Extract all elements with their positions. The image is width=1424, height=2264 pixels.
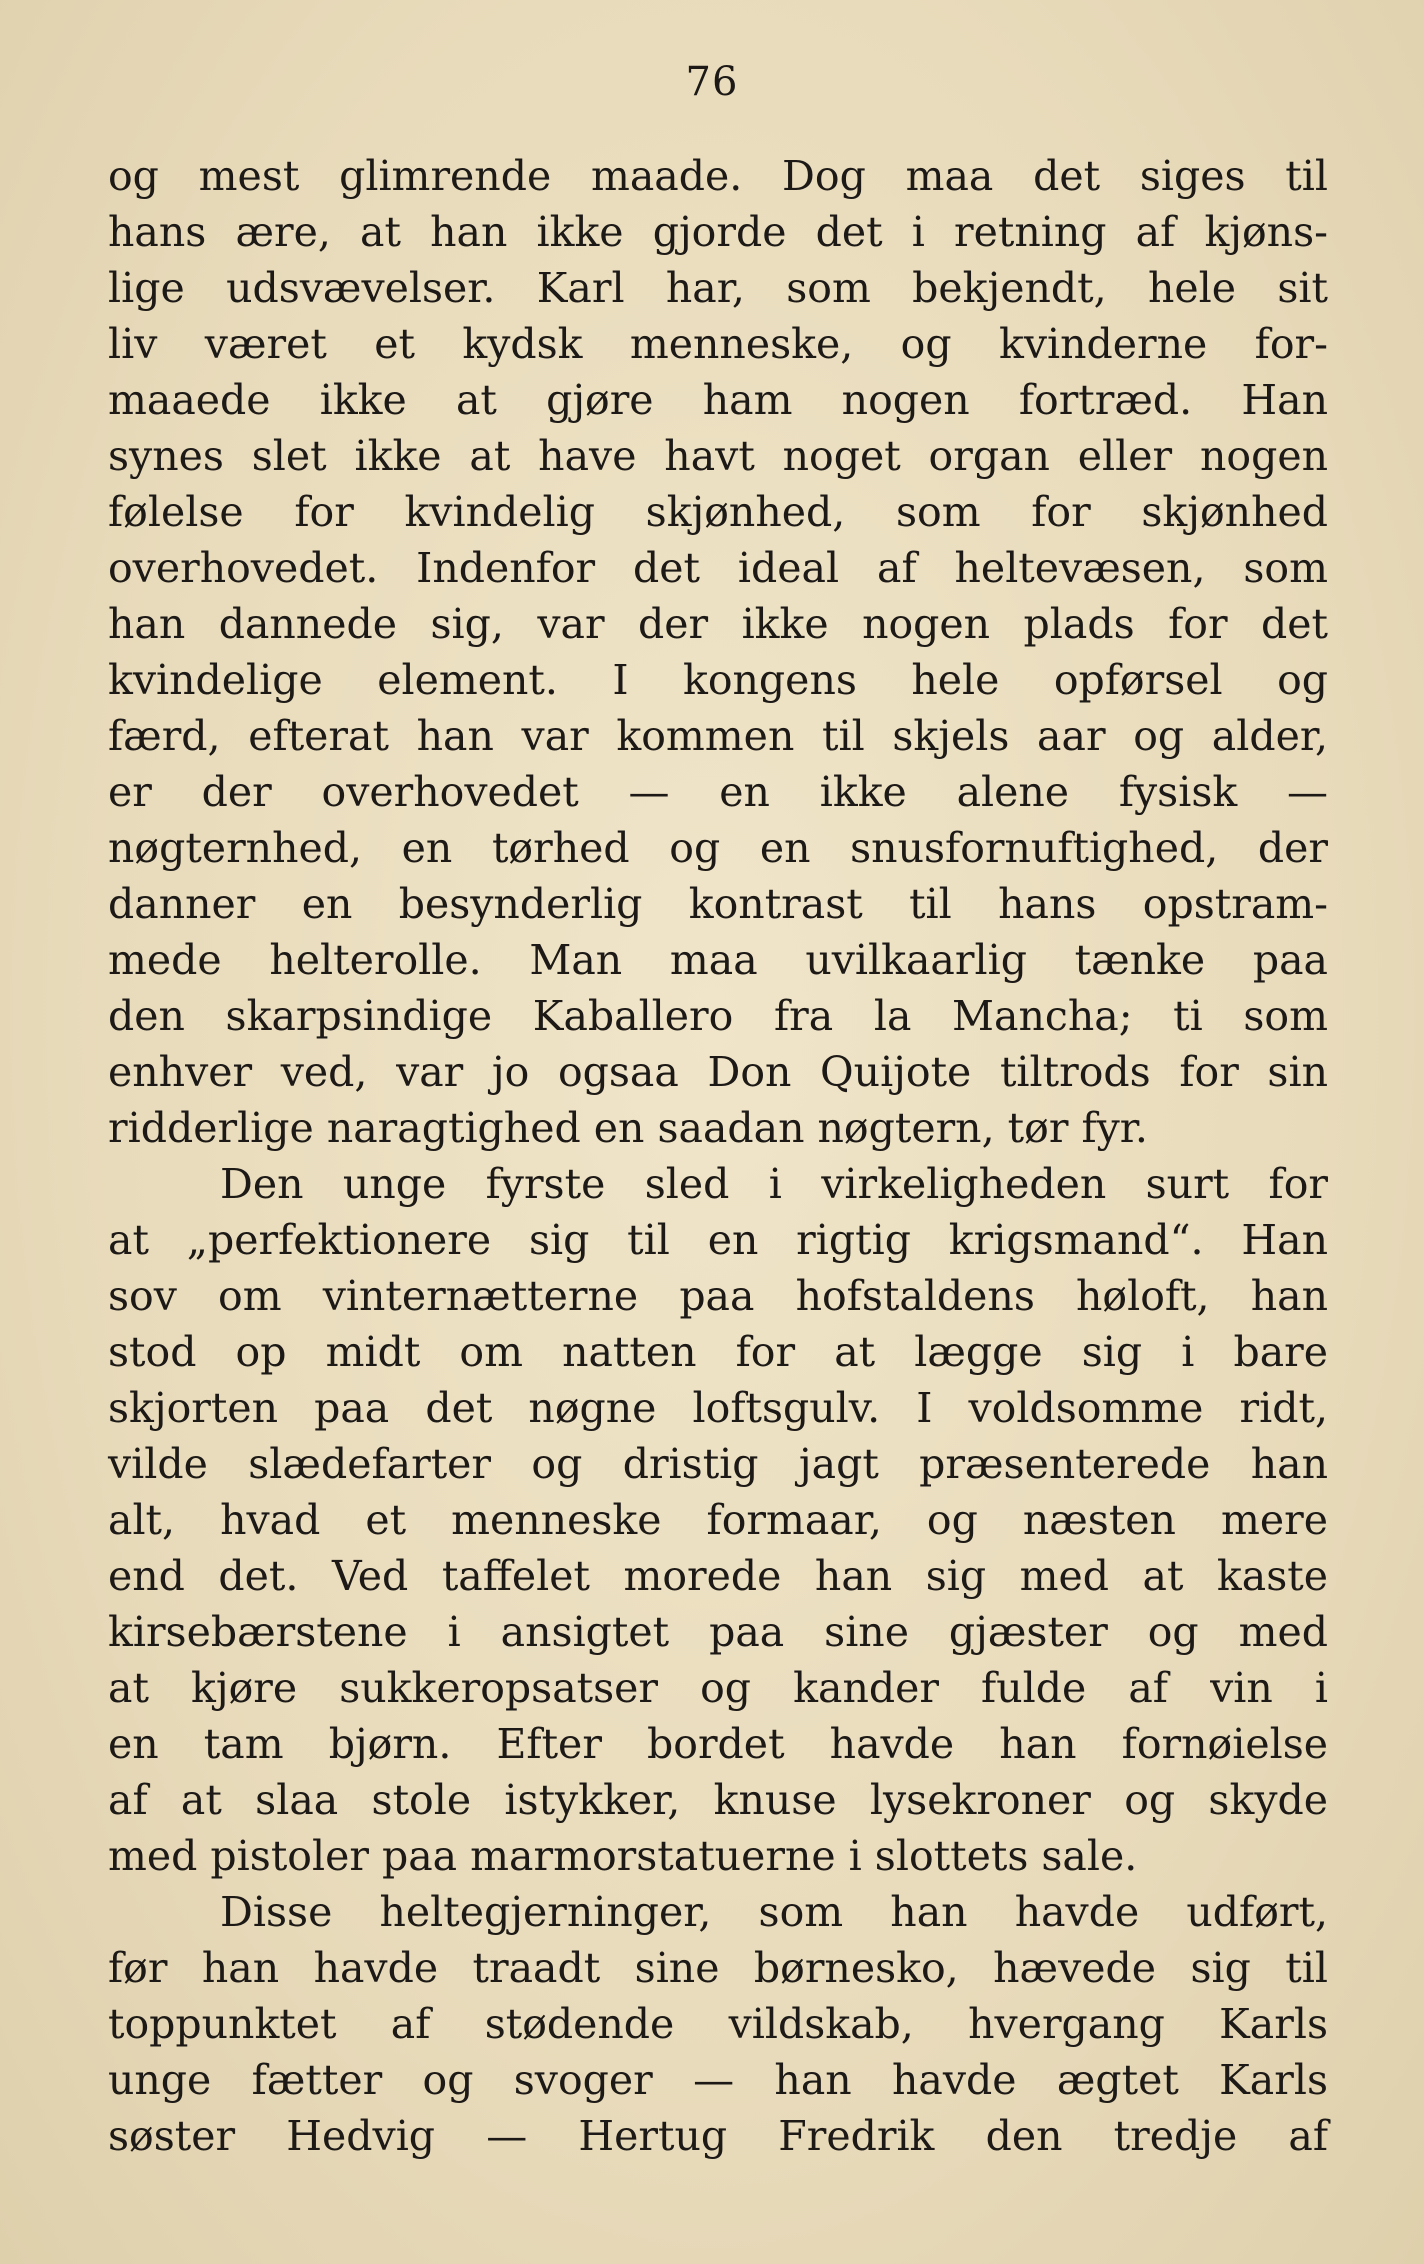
text-line: danner en besynderlig kontrast til hans opstram- — [108, 880, 1328, 928]
text-line: Den unge fyrste sled i virkeligheden surt for — [220, 1160, 1328, 1208]
text-line: stod op midt om natten for at lægge sig i bare — [108, 1328, 1328, 1376]
text-line: maaede ikke at gjøre ham nogen fortræd. Han — [108, 376, 1328, 424]
text-line: kvindelige element. I kongens hele opførsel og — [108, 656, 1328, 704]
text-line: er der overhovedet — en ikke alene fysisk — — [108, 768, 1328, 816]
text-line: liv været et kydsk menneske, og kvinderne for- — [108, 320, 1328, 368]
text-line: mede helterolle. Man maa uvilkaarlig tænke paa — [108, 936, 1328, 984]
text-line: vilde slædefarter og dristig jagt præsenterede han — [108, 1440, 1328, 1488]
text-line: end det. Ved taffelet morede han sig med at kaste — [108, 1552, 1328, 1600]
page-number: 76 — [685, 59, 739, 105]
body-text — [108, 148, 1328, 2164]
text-line: før han havde traadt sine børnesko, hævede sig til — [108, 1944, 1328, 1992]
text-line: sov om vinternætterne paa hofstaldens høloft, han — [108, 1272, 1328, 1320]
text-line: følelse for kvindelig skjønhed, som for skjønhed — [108, 488, 1328, 536]
text-line: Disse heltegjerninger, som han havde udført, — [220, 1888, 1328, 1936]
text-line: unge fætter og svoger — han havde ægtet Karls — [108, 2056, 1328, 2104]
text-line: lige udsvævelser. Karl har, som bekjendt, hele sit — [108, 264, 1328, 312]
text-line: enhver ved, var jo ogsaa Don Quijote tiltrods for sin — [108, 1048, 1328, 1096]
text-line: en tam bjørn. Efter bordet havde han fornøielse — [108, 1720, 1328, 1768]
text-line: ridderlige naragtighed en saadan nøgtern, tør fyr. — [108, 1104, 1148, 1152]
text-line: den skarpsindige Kaballero fra la Mancha; ti som — [108, 992, 1328, 1040]
text-line: med pistoler paa marmorstatuerne i slottets sale. — [108, 1832, 1138, 1880]
text-line: nøgternhed, en tørhed og en snusfornuftighed, der — [108, 824, 1328, 872]
text-line: søster Hedvig — Hertug Fredrik den tredje af — [108, 2112, 1328, 2160]
text-line: synes slet ikke at have havt noget organ eller nogen — [108, 432, 1328, 480]
text-line: kirsebærstene i ansigtet paa sine gjæster og med — [108, 1608, 1328, 1656]
text-line: alt, hvad et menneske formaar, og næsten mere — [108, 1496, 1328, 1544]
text-line: skjorten paa det nøgne loftsgulv. I voldsomme ridt, — [108, 1384, 1328, 1432]
text-line: han dannede sig, var der ikke nogen plads for det — [108, 600, 1328, 648]
text-line: af at slaa stole istykker, knuse lysekroner og skyde — [108, 1776, 1328, 1824]
text-line: og mest glimrende maade. Dog maa det siges til — [108, 152, 1328, 200]
text-line: at „perfektionere sig til en rigtig krigsmand“. Han — [108, 1216, 1328, 1264]
text-line: hans ære, at han ikke gjorde det i retning af kjøns- — [108, 208, 1328, 256]
text-line: færd, efterat han var kommen til skjels aar og alder, — [108, 712, 1328, 760]
text-line: overhovedet. Indenfor det ideal af heltevæsen, som — [108, 544, 1328, 592]
text-line: at kjøre sukkeropsatser og kander fulde af vin i — [108, 1664, 1328, 1712]
text-line: toppunktet af stødende vildskab, hvergang Karls — [108, 2000, 1328, 2048]
